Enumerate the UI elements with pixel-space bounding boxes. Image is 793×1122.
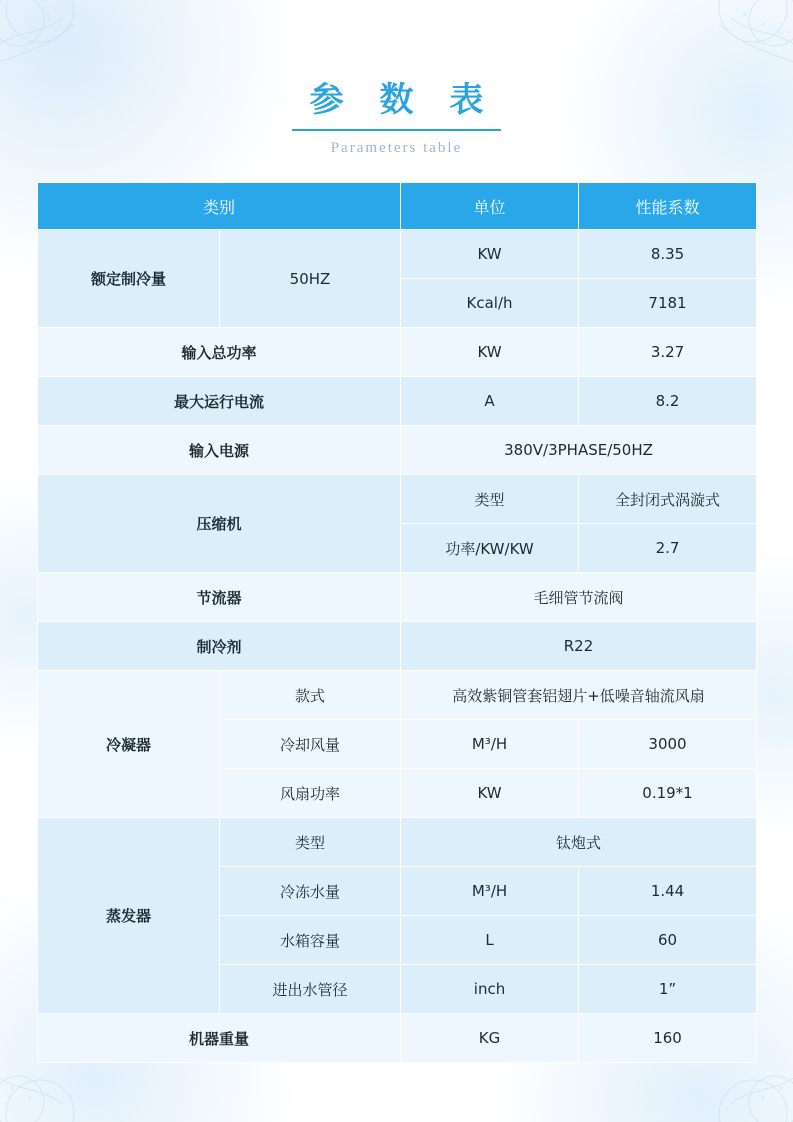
cell-unit: KW bbox=[401, 769, 579, 818]
cell-unit: Kcal/h bbox=[401, 279, 579, 328]
table-row bbox=[38, 573, 757, 622]
row-label-refrigerant: 制冷剂 bbox=[38, 622, 401, 671]
row-label-condenser: 冷凝器 bbox=[38, 671, 220, 818]
column-header-coefficient: 性能系数 bbox=[579, 183, 757, 230]
row-label-total-input-power: 输入总功率 bbox=[38, 328, 401, 377]
cell-unit: 类型 bbox=[401, 475, 579, 524]
cell-value: 3000 bbox=[579, 720, 757, 769]
cell-unit: inch bbox=[401, 965, 579, 1014]
cell-value: 1.44 bbox=[579, 867, 757, 916]
row-label-evaporator: 蒸发器 bbox=[38, 818, 220, 1014]
table-row bbox=[38, 622, 757, 671]
cell-unit: KW bbox=[401, 230, 579, 279]
cell-unit: L bbox=[401, 916, 579, 965]
cell-value: R22 bbox=[401, 622, 757, 671]
table-row bbox=[38, 818, 757, 867]
cell-value: 0.19*1 bbox=[579, 769, 757, 818]
cell-subcategory: 进出水管径 bbox=[220, 965, 401, 1014]
cell-unit: 功率/KW/KW bbox=[401, 524, 579, 573]
cell-value: 60 bbox=[579, 916, 757, 965]
table-row bbox=[38, 1014, 757, 1063]
column-header-category: 类别 bbox=[38, 183, 401, 230]
cell-subcategory: 冷却风量 bbox=[220, 720, 401, 769]
cell-unit: M³/H bbox=[401, 720, 579, 769]
parameters-table bbox=[37, 182, 757, 1063]
page-title-en: Parameters table bbox=[330, 140, 463, 156]
cell-value: 毛细管节流阀 bbox=[401, 573, 757, 622]
cell-unit: M³/H bbox=[401, 867, 579, 916]
cell-subcategory: 水箱容量 bbox=[220, 916, 401, 965]
page-title-cn: 参 数 表 bbox=[292, 72, 502, 131]
cell-value: 全封闭式涡漩式 bbox=[579, 475, 757, 524]
table-row bbox=[38, 475, 757, 524]
table-row bbox=[38, 230, 757, 279]
cell-subcategory: 冷冻水量 bbox=[220, 867, 401, 916]
cell-value: 7181 bbox=[579, 279, 757, 328]
cell-subcategory: 风扇功率 bbox=[220, 769, 401, 818]
cell-value: 钛炮式 bbox=[401, 818, 757, 867]
cell-value: 3.27 bbox=[579, 328, 757, 377]
cell-value: 2.7 bbox=[579, 524, 757, 573]
cell-unit: KW bbox=[401, 328, 579, 377]
cell-value: 1” bbox=[579, 965, 757, 1014]
cell-value: 8.35 bbox=[579, 230, 757, 279]
cell-value: 380V/3PHASE/50HZ bbox=[401, 426, 757, 475]
row-label-machine-weight: 机器重量 bbox=[38, 1014, 401, 1063]
table-row bbox=[38, 328, 757, 377]
table-row bbox=[38, 426, 757, 475]
row-sub-50hz: 50HZ bbox=[220, 230, 401, 328]
cell-unit: KG bbox=[401, 1014, 579, 1063]
row-label-compressor: 压缩机 bbox=[38, 475, 401, 573]
table-row bbox=[38, 377, 757, 426]
column-header-unit: 单位 bbox=[401, 183, 579, 230]
table-header-row bbox=[38, 183, 757, 230]
table-row bbox=[38, 671, 757, 720]
row-label-rated-cooling-capacity: 额定制冷量 bbox=[38, 230, 220, 328]
cell-unit: A bbox=[401, 377, 579, 426]
cell-value: 160 bbox=[579, 1014, 757, 1063]
row-label-throttle: 节流器 bbox=[38, 573, 401, 622]
cell-subcategory: 类型 bbox=[220, 818, 401, 867]
cell-value: 高效紫铜管套铝翅片+低噪音轴流风扇 bbox=[401, 671, 757, 720]
cell-value: 8.2 bbox=[579, 377, 757, 426]
row-label-input-power-supply: 输入电源 bbox=[38, 426, 401, 475]
row-label-max-running-current: 最大运行电流 bbox=[38, 377, 401, 426]
page-title-block bbox=[0, 72, 793, 157]
cell-subcategory: 款式 bbox=[220, 671, 401, 720]
